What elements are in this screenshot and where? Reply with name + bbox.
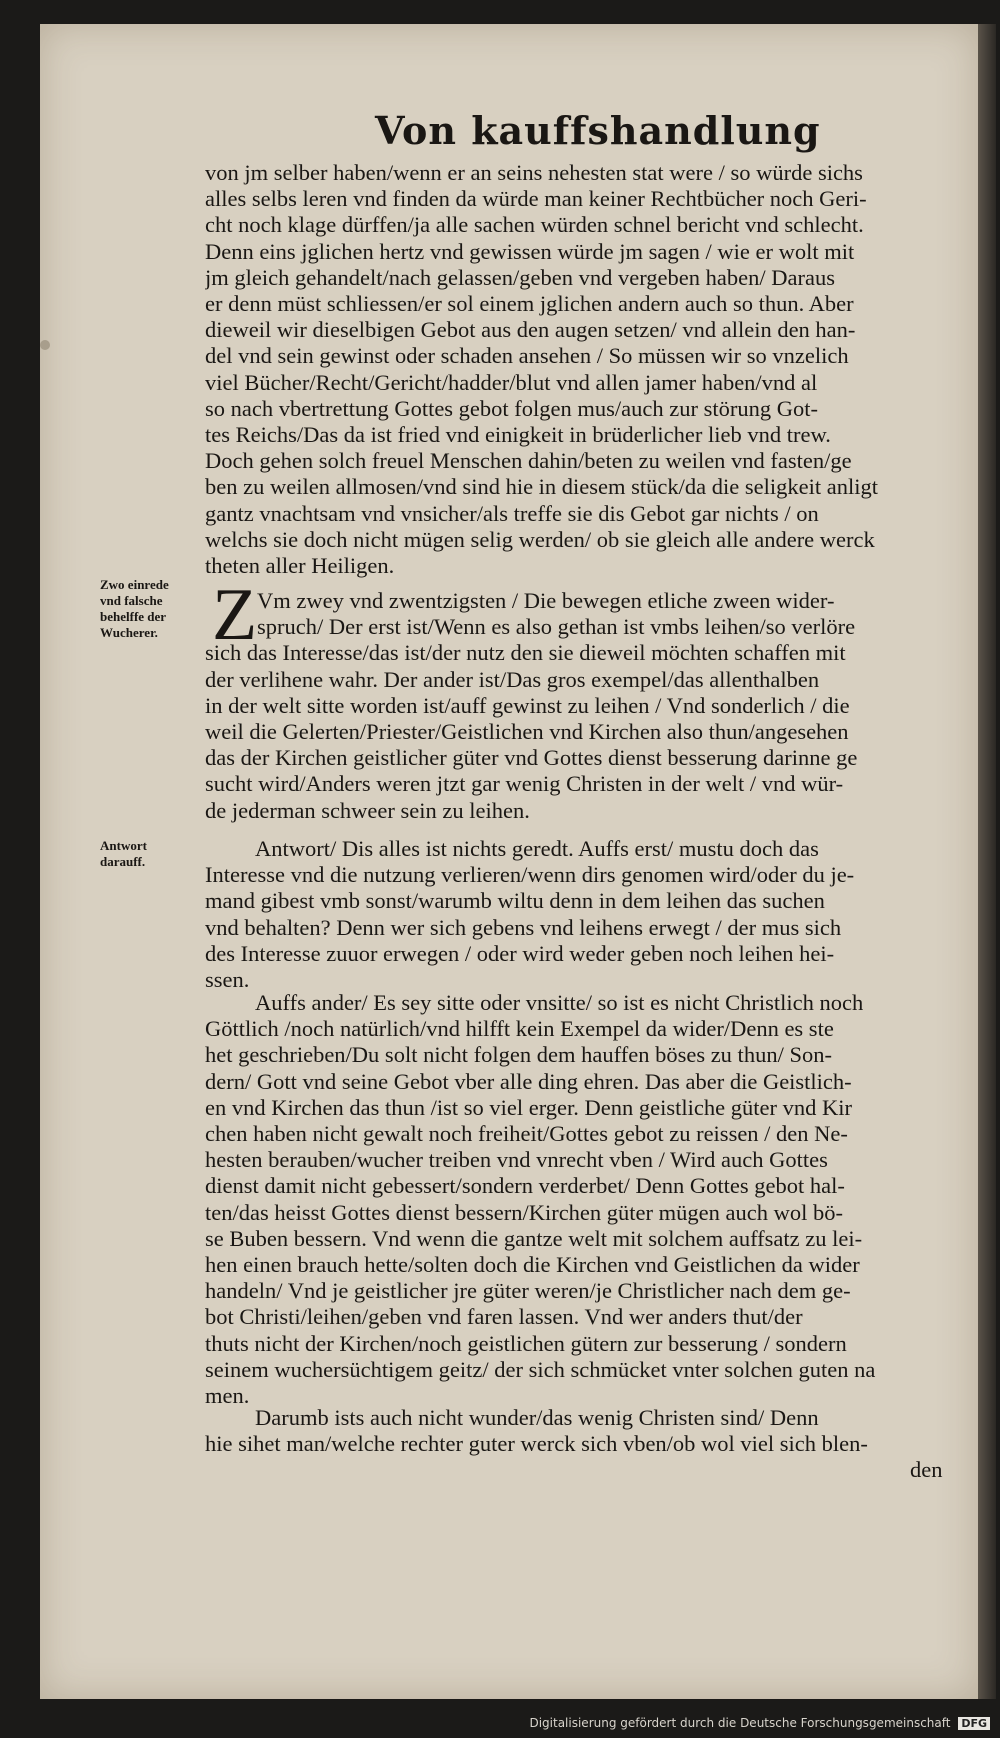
text-line: viel Bücher/Recht/Gericht/hadder/blut vnd allen jamer haben/vnd al (205, 369, 818, 395)
paragraph-1 (205, 160, 980, 579)
text-line: von jm selber haben/wenn er an seins nehesten stat were / so würde sichs (205, 160, 863, 185)
text-line: thuts nicht der Kirchen/noch geistlichen gütern zur besserung / sondern (205, 1330, 847, 1356)
text-line: ssen. (205, 967, 250, 993)
text-line: das der Kirchen geistlicher güter vnd Gottes dienst besserung darinne ge (205, 745, 858, 771)
text-line: Vm zwey vnd zwentzigsten / Die bewegen etliche zween wider- (257, 588, 835, 613)
paragraph-4 (205, 990, 980, 1409)
text-line: welchs sie doch nicht mügen selig werden/ ob sie gleich alle andere werck (205, 526, 875, 552)
page-edge (978, 24, 996, 1699)
margin-note-line: darauff. (100, 854, 146, 869)
margin-note-line: Zwo einrede (100, 577, 169, 592)
text-line: dienst damit nicht gebessert/sondern verderbet/ Denn Gottes gebot hal- (205, 1173, 845, 1199)
text-line: Antwort/ Dis alles ist nichts geredt. Auffs erst/ mustu doch das (255, 836, 819, 861)
text-line: Doch gehen solch freuel Menschen dahin/beten zu weilen vnd fasten/ge (205, 448, 852, 474)
text-line: so nach vbertrettung Gottes gebot folgen mus/auch zur störung Got- (205, 395, 818, 421)
text-line: cht noch klage dürffen/ja alle sachen würden schnel bericht vnd schlecht. (205, 212, 864, 238)
text-line: ben zu weilen allmosen/vnd sind hie in diesem stück/da die seligkeit anligt (205, 474, 878, 500)
text-line: Interesse vnd die nutzung verlieren/wenn dirs genomen wird/oder du je- (205, 862, 855, 888)
text-line: handeln/ Vnd je geistlicher jre güter weren/je Christlicher nach dem ge- (205, 1278, 851, 1304)
text-line: chen haben nicht gewalt noch freiheit/Gottes gebot zu reissen / den Ne- (205, 1121, 848, 1147)
text-line: in der welt sitte worden ist/auff gewinst zu leihen / Vnd sonderlich / die (205, 692, 850, 718)
text-line: ten/das heisst Gottes dienst bessern/Kirchen güter mügen auch wol bö- (205, 1199, 843, 1225)
text-line: dieweil wir dieselbigen Gebot aus den augen setzen/ vnd allein den han- (205, 317, 856, 343)
text-line: theten aller Heiligen. (205, 553, 395, 579)
margin-note-objections (100, 577, 210, 641)
dfg-logo: DFG (958, 1717, 990, 1730)
text-line: dern/ Gott vnd seine Gebot vber alle ding ehren. Das aber die Geistlich- (205, 1068, 852, 1094)
text-line: het geschrieben/Du solt nicht folgen dem hauffen böses zu thun/ Son- (205, 1042, 832, 1068)
text-line: weil die Gelerten/Priester/Geistlichen vnd Kirchen also thun/angesehen (205, 719, 849, 745)
text-line: de jederman schweer sein zu leihen. (205, 797, 530, 823)
text-line: Auffs ander/ Es sey sitte oder vnsitte/ so ist es nicht Christlich noch (255, 990, 864, 1015)
text-line: Darumb ists auch nicht wunder/das wenig Christen sind/ Denn (255, 1405, 819, 1430)
text-line: se Buben bessern. Vnd wenn die gantze welt mit solchem auffsatz zu lei- (205, 1225, 863, 1251)
text-line: men. (205, 1383, 250, 1409)
catchword: den (910, 1457, 943, 1483)
text-line: alles selbs leren vnd finden da würde man keiner Rechtbücher noch Geri- (205, 186, 867, 212)
margin-note-line: Antwort (100, 838, 147, 853)
digitization-credit (529, 1716, 990, 1730)
text-line: der verlihene wahr. Der ander ist/Das gros exempel/das allenthalben (205, 666, 820, 692)
margin-note-answer (100, 838, 210, 870)
text-line: er denn müst schliessen/er sol einem jglichen andern auch so thun. Aber (205, 291, 854, 317)
margin-note-line: behelffe der (100, 609, 167, 624)
credit-text: Digitalisierung gefördert durch die Deutsche Forschungsgemeinschaft (529, 1716, 951, 1730)
text-line: sucht wird/Anders weren jtzt gar wenig Christen in der welt / vnd wür- (205, 771, 844, 797)
text-line: des Interesse zuuor erwegen / oder wird weder geben noch leihen hei- (205, 940, 835, 966)
text-line: jm gleich gehandelt/nach gelassen/geben vnd vergeben haben/ Daraus (205, 264, 835, 290)
text-line: hen einen brauch hette/solten doch die Kirchen vnd Geistlichen da wider (205, 1252, 860, 1278)
text-line: tes Reichs/Das da ist fried vnd einigkeit in brüderlicher lieb vnd trew. (205, 422, 831, 448)
text-line: vnd behalten? Denn wer sich gebens vnd leihens erwegt / der mus sich (205, 914, 842, 940)
paragraph-2 (205, 588, 980, 824)
text-line: seinem wuchersüchtigem geitz/ der sich schmücket vnter solchen guten na (205, 1356, 876, 1382)
text-line: bot Christi/leihen/geben vnd faren lassen. Vnd wer anders thut/der (205, 1304, 803, 1330)
text-line: spruch/ Der erst ist/Wenn es also gethan ist vmbs leihen/so verlöre (257, 614, 856, 640)
text-line: Denn eins jglichen hertz vnd gewissen würde jm sagen / wie er wolt mit (205, 238, 855, 264)
text-line: gantz vnachtsam vnd vnsicher/als treffe sie dis Gebot gar nichts / on (205, 500, 819, 526)
paragraph-5 (205, 1405, 980, 1484)
text-line: mand gibest vmb sonst/warumb wiltu denn in dem leihen das suchen (205, 888, 825, 914)
paragraph-3 (205, 836, 980, 993)
page-title: Von kauffshandlung (375, 108, 821, 153)
margin-note-line: vnd falsche (100, 593, 163, 608)
text-line: del vnd sein gewinst oder schaden ansehen / So müssen wir so vnzelich (205, 343, 849, 369)
text-line: sich das Interesse/das ist/der nutz den sie dieweil möchten schaffen mit (205, 640, 846, 666)
page-stain (40, 340, 50, 350)
text-line: hesten berauben/wucher treiben vnd vnrecht vben / Wird auch Gottes (205, 1147, 828, 1173)
margin-note-line: Wucherer. (100, 625, 158, 640)
text-line: hie sihet man/welche rechter guter werck sich vben/ob wol viel sich blen- (205, 1431, 868, 1457)
text-line: Göttlich /noch natürlich/vnd hilfft kein Exempel da wider/Denn es ste (205, 1016, 834, 1042)
drop-cap: Z (212, 574, 258, 656)
text-line: en vnd Kirchen das thun /ist so viel erger. Denn geistliche güter vnd Kir (205, 1094, 852, 1120)
